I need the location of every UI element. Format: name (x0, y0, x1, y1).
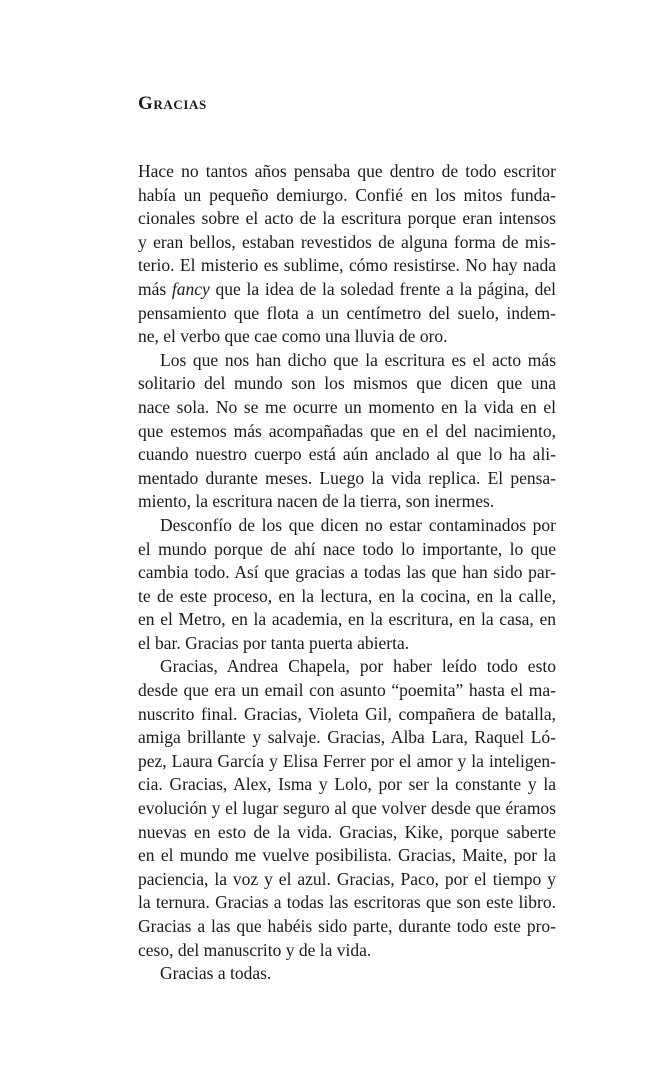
text-line: cia. Gracias, Alex, Isma y Lolo, por ser la constante y la (138, 774, 556, 795)
emphasis-word: fancy (171, 278, 210, 299)
text-line: había un pequeño demiurgo. Confié en los mitos funda- (138, 184, 556, 205)
text-line: cuando nuestro cuerpo está aún anclado al que lo ha ali- (138, 444, 556, 465)
text-line: desde que era un email con asunto “poemita” hasta el ma- (138, 680, 556, 701)
text-line: solitario del mundo son los mismos que dicen que una (138, 373, 556, 394)
text-line: nuscrito final. Gracias, Violeta Gil, compañera de batalla, (138, 703, 556, 724)
text-line: Hace no tantos años pensaba que dentro de todo escritor (138, 161, 556, 181)
text-line: evolución y el lugar seguro al que volver desde que éramos (138, 798, 556, 819)
text-line: que estemos más acompañadas que en el del nacimiento, (138, 420, 556, 441)
acknowledgements-text (138, 160, 556, 986)
text-line: paciencia, la voz y el azul. Gracias, Paco, por el tiempo y (138, 868, 556, 889)
text-segment: que la idea de la soledad frente a la página, del (209, 278, 556, 299)
text-line: Los que nos han dicho que la escritura es el acto más (160, 349, 556, 370)
text-line: mentado durante meses. Luego la vida replica. El pensa- (138, 467, 556, 488)
text-line: pez, Laura García y Elisa Ferrer por el amor y la inteligen- (138, 750, 556, 771)
page-title: Gracias (138, 93, 207, 114)
text-line: nuevas en esto de la vida. Gracias, Kike, porque saberte (138, 821, 556, 842)
text-line: cionales sobre el acto de la escritura porque eran intensos (138, 208, 556, 229)
page-content (138, 90, 556, 986)
text-line: la ternura. Gracias a todas las escritoras que son este libro. (138, 892, 556, 913)
text-line (138, 278, 556, 302)
text-line: te de este proceso, en la lectura, en la cocina, en la calle, (138, 585, 556, 606)
text-line: miento, la escritura nacen de la tierra, son inermes. (138, 491, 495, 512)
text-line: el bar. Gracias por tanta puerta abierta. (138, 632, 410, 653)
text-line: pensamiento que flota a un centímetro del suelo, indem- (138, 302, 556, 323)
text-line: terio. El misterio es sublime, cómo resistirse. No hay nada (138, 255, 556, 276)
text-line: el mundo porque de ahí nace todo lo importante, lo que (138, 538, 556, 559)
text-line: en el mundo me vuelve posibilista. Gracias, Maite, por la (138, 845, 556, 866)
text-line: Desconfío de los que dicen no estar contaminados por (160, 514, 556, 535)
text-segment: más (138, 278, 172, 299)
text-line: Gracias a las que habéis sido parte, durante todo este pro- (138, 916, 556, 936)
text-line: ceso, del manuscrito y de la vida. (138, 939, 372, 960)
text-line: cambia todo. Así que gracias a todas las que han sido par- (138, 562, 556, 583)
text-line: y eran bellos, estaban revestidos de alguna forma de mis- (138, 231, 556, 252)
text-line: Gracias a todas. (160, 963, 272, 984)
text-line: Gracias, Andrea Chapela, por haber leído todo esto (160, 656, 556, 677)
text-line: ne, el verbo que cae como una lluvia de oro. (138, 326, 448, 347)
text-line: en el Metro, en la academia, en la escritura, en la casa, en (138, 609, 556, 630)
text-line: nace sola. No se me ocurre un momento en la vida en el (138, 396, 556, 417)
text-line: amiga brillante y salvaje. Gracias, Alba Lara, Raquel Ló- (138, 727, 556, 748)
